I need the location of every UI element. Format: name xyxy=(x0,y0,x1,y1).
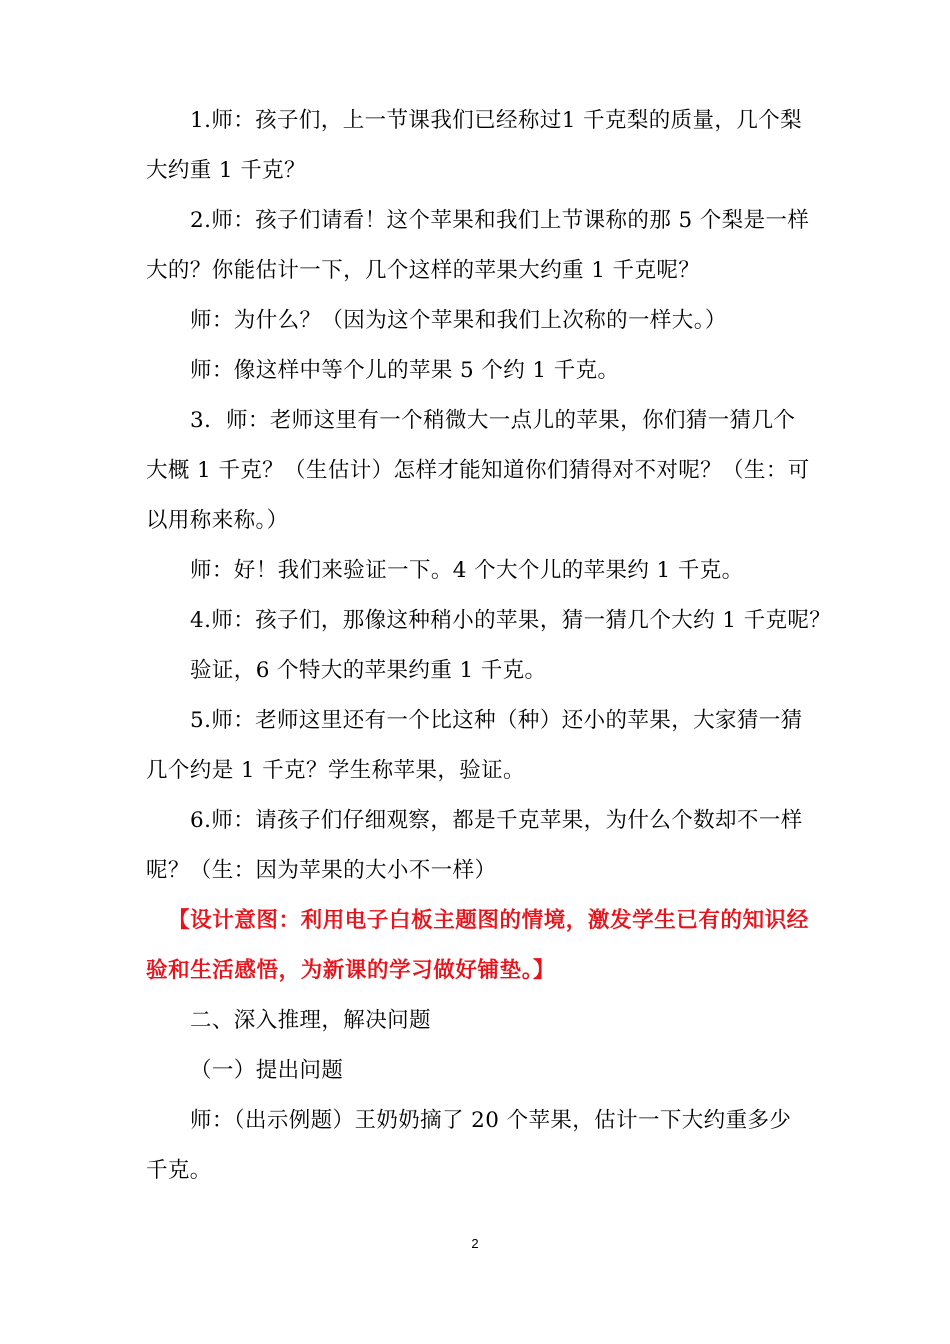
paragraph-line: 大约重 1 千克？ xyxy=(146,158,306,183)
paragraph-line: 呢？（生：因为苹果的大小不一样） xyxy=(146,858,497,883)
paragraph-line: 1.师：孩子们，上一节课我们已经称过1 千克梨的质量，几个梨 xyxy=(190,108,803,133)
paragraph-line: 2.师：孩子们请看！这个苹果和我们上节课称的那 5 个梨是一样 xyxy=(190,208,810,233)
paragraph-line: 3．师：老师这里有一个稍微大一点儿的苹果，你们猜一猜几个 xyxy=(190,408,796,433)
paragraph-line: 5.师：老师这里还有一个比这种（种）还小的苹果，大家猜一猜 xyxy=(190,708,803,733)
paragraph-line: 验证，6 个特大的苹果约重 1 千克。 xyxy=(190,658,547,683)
paragraph-line: 师：像这样中等个儿的苹果 5 个约 1 千克。 xyxy=(190,358,620,383)
paragraph-line: 师：好！我们来验证一下。4 个大个儿的苹果约 1 千克。 xyxy=(190,558,744,583)
paragraph-line: 6.师：请孩子们仔细观察，都是千克苹果，为什么个数却不一样 xyxy=(190,808,803,833)
design-intent-note: 【设计意图：利用电子白板主题图的情境，激发学生已有的知识经 xyxy=(168,908,809,933)
paragraph-line: 几个约是 1 千克？学生称苹果，验证。 xyxy=(146,758,525,783)
paragraph-line: 师：（出示例题）王奶奶摘了 20 个苹果，估计一下大约重多少 xyxy=(190,1108,792,1133)
paragraph-line: 千克。 xyxy=(146,1158,212,1183)
paragraph-line: 大的？你能估计一下，几个这样的苹果大约重 1 千克呢？ xyxy=(146,258,701,283)
page-number: 2 xyxy=(471,1236,479,1251)
paragraph-line: 4.师：孩子们，那像这种稍小的苹果，猜一猜几个大约 1 千克呢？ xyxy=(190,608,832,633)
design-intent-note: 验和生活感悟，为新课的学习做好铺垫。】 xyxy=(146,958,556,983)
section-heading: 二、深入推理，解决问题 xyxy=(190,1008,431,1033)
subsection-heading: （一）提出问题 xyxy=(190,1058,344,1083)
paragraph-line: 师：为什么？（因为这个苹果和我们上次称的一样大。） xyxy=(190,308,727,333)
paragraph-line: 以用称来称。） xyxy=(146,508,289,533)
paragraph-line: 大概 1 千克？（生估计）怎样才能知道你们猜得对不对呢？（生：可 xyxy=(146,458,810,483)
